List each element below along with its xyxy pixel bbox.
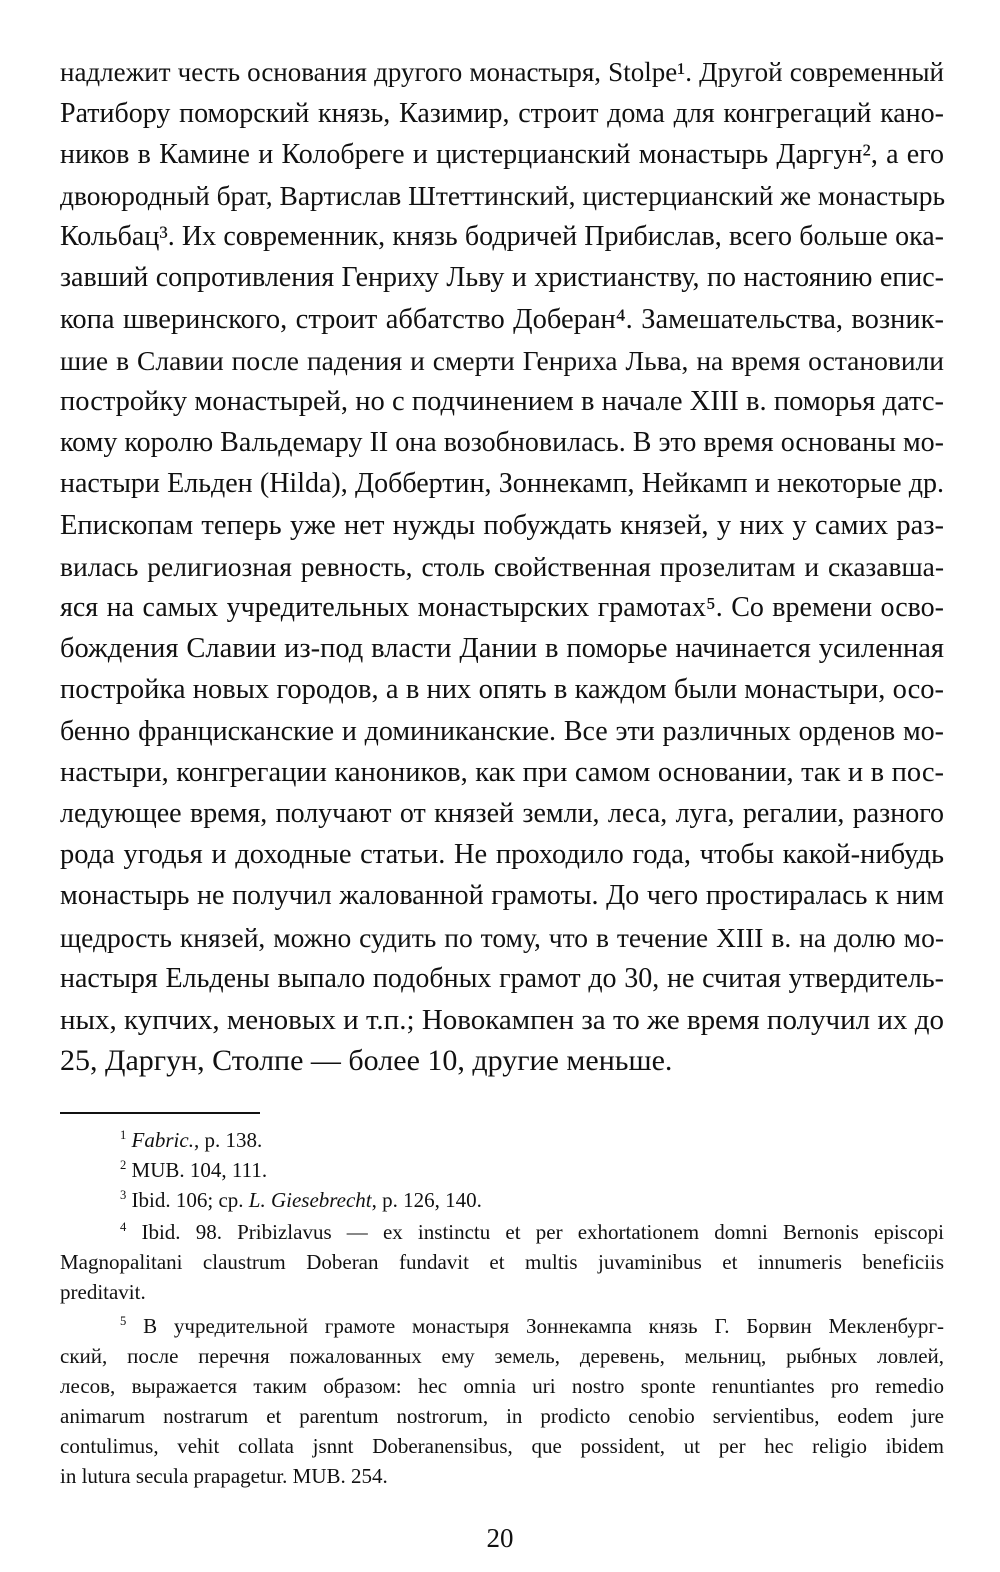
footnote-text: , p. 126, 140. [371,1188,482,1212]
text-line: монастырь не получил жалованной грамоты. До чего простиралась к ним [60,880,944,911]
text-line: надлежит честь основания другого монастыря, Stolpe¹. Другой современный [60,57,944,87]
footnote-5-line: лесов, выражается таким образом: hec omnia uri nostro sponte renuntiantes pro remedio [60,1374,944,1398]
footnote-4-line: preditavit. [60,1280,146,1304]
footnote-text: Ibid. 106; ср. [131,1188,249,1212]
text-line: бождения Славии из-под власти Дании в поморье начинается усиленная [60,633,944,664]
text-line: бенно францисканские и доминиканские. Все эти различных орденов мо- [60,716,944,747]
footnote-5-line: ский, после перечня пожалованных ему земель, деревень, мельниц, рыбных ловлей, [60,1344,944,1368]
text-line: постройка новых городов, а в них опять в каждом были монастыри, осо- [60,674,944,705]
text-line: рода угодья и доходные статьи. Не проходило года, чтобы какой-нибудь [60,839,944,870]
text-line: постройку монастырей, но с подчинением в начале XIII в. поморья датс- [60,386,944,417]
footnote-5-line: contulimus, vehit collata jsnnt Doberanensibus, que possident, ut per hec religio ibidem [60,1434,944,1458]
text-line: яся на самых учредительных монастырских грамотах⁵. Со времени осво- [60,592,944,623]
footnote-5-line: in lutura secula prapagetur. MUB. 254. [60,1464,388,1488]
text-line: Ратибору поморский князь, Казимир, строит дома для конгрегаций кано- [60,98,944,129]
text-line: двоюродный брат, Вартислав Штеттинский, цистерцианский же монастырь [60,180,945,211]
text-line: копа шверинского, строит аббатство Доберан⁴. Замешательства, возник- [60,304,944,335]
page-number: 20 [486,1523,514,1553]
text-line: настыри Ельден (Hilda), Доббертин, Зоннекамп, Нейкамп и некоторые др. [60,468,944,499]
footnote-4 [60,1218,944,1246]
footnote-text: В учредительной грамоте монастыря Зоннекампа князь Г. Борвин Мекленбург- [143,1314,944,1338]
footnote-author: Fabric. [131,1128,194,1152]
footnote-mark: 4 [120,1220,127,1234]
footnote-mark: 1 [120,1128,127,1142]
footnote-mark: 2 [120,1158,127,1172]
text-line: ледующее время, получают от князей земли, леса, луга, регалии, разного [60,798,944,829]
text-line: 25, Даргун, Столпе — более 10, другие меньше. [60,1044,673,1077]
text-line: вилась религиозная ревность, столь свойственная прозелитам и сказавша- [60,551,944,582]
text-line: шие в Славии после падения и смерти Генриха Льва, на время остановили [60,345,944,376]
text-line: кому королю Вальдемару II она возобновилась. В это время основаны мо- [60,427,944,458]
footnote-3 [60,1186,944,1214]
text-line: настыря Ельдены выпало подобных грамот до 30, не считая утвердитель- [60,963,944,994]
text-line: Епископам теперь уже нет нужды побуждать князей, у них у самих раз- [60,510,944,541]
footnote-text: , p. 138. [193,1128,263,1152]
footnote-1 [60,1126,944,1154]
text-line: ных, купчих, меновых и т.п.; Новокампен за то же время получил их до [60,1004,944,1036]
footnote-text: MUB. 104, 111. [131,1158,268,1182]
footnote-author: L. Giesebrecht [248,1188,372,1212]
text-line: щедрость князей, можно судить по тому, что в течение XIII в. на долю мо- [60,922,944,953]
footnote-mark: 3 [120,1188,127,1202]
footnote-2 [60,1156,944,1184]
text-line: завший сопротивления Генриху Льву и христианству, по настоянию епис- [60,262,944,293]
text-line: ников в Камине и Колобреге и цистерцианский монастырь Даргун², а его [60,139,944,170]
footnote-mark: 5 [120,1314,127,1328]
footnote-5-line: animarum nostrarum et parentum nostrorum, in prodicto cenobio servientibus, eodem jure [60,1404,944,1428]
footnote-text: Ibid. 98. Pribizlavus — ex instinctu et per exhortationem domni Bernonis episcopi [141,1220,944,1244]
footnote-4-line: Magnopalitani claustrum Doberan fundavit et multis juvaminibus et innumeris beneficiis [60,1250,944,1274]
text-line: Кольбац³. Их современник, князь бодричей Прибислав, всего больше ока- [60,221,944,252]
footnote-divider [60,1112,260,1114]
text-line: настыри, конгрегации каноников, как при самом основании, так и в пос- [60,757,944,788]
footnote-5 [60,1312,944,1340]
